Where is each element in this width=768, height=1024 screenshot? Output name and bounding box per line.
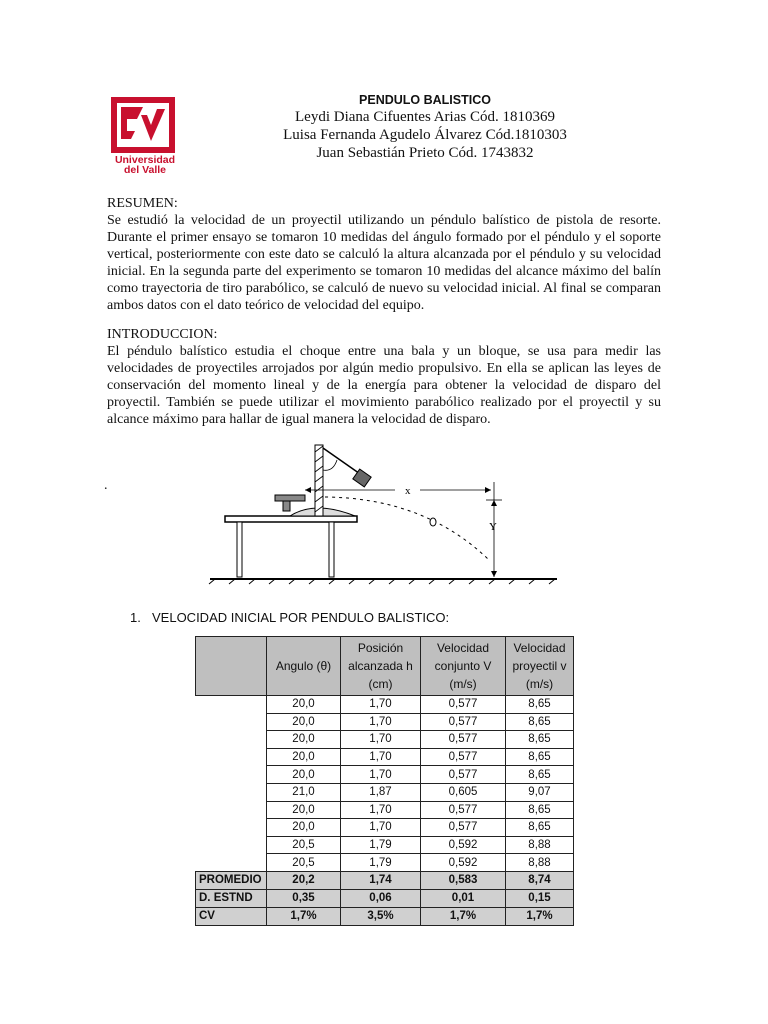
table-cell: 8,65 [506,748,574,766]
author-1: Leydi Diana Cifuentes Arias Cód. 1810369 [295,109,555,125]
table-cell: 8,65 [506,713,574,731]
table-cell: 20,0 [267,801,341,819]
table-cell: 1,70 [341,748,421,766]
summary-cell: 0,06 [341,889,421,907]
table-row [196,696,574,714]
table-cell: 8,65 [506,819,574,837]
row-blank-cell [196,748,267,766]
logo-emblem-icon [111,97,175,153]
document-header [180,92,670,162]
table-cell: 0,577 [421,713,506,731]
row-blank-cell [196,731,267,749]
resumen-section [107,195,661,314]
row-blank-cell [196,713,267,731]
table-cell: 0,577 [421,731,506,749]
intro-section [107,326,661,428]
resumen-text: Se estudió la velocidad de un proyectil utilizando un péndulo balístico de pistola de resorte. Durante el primer ensayo se tomaron 10 medidas del ángulo formado por el péndulo y el soporte vertical, posteriormente con este dato se calculó la altura alcanzada por el péndulo y su velocidad inicial. En la segunda parte del experimento se tomaron 10 medidas del alcance máximo del balín como trayectoria de tiro parabólico, se calculó de nuevo su velocidad inicial. Al final se comparan ambos datos con el dato teórico de velocidad del equipo. [107,213,661,313]
table-cell: 8,65 [506,766,574,784]
header-vel-conjunto: Velocidad conjunto V (m/s) [421,637,506,696]
row-blank-cell [196,836,267,854]
summary-label: D. ESTND [196,889,267,907]
table-row [196,836,574,854]
label-x: x [405,485,411,497]
summary-cell: 0,01 [421,889,506,907]
table-cell: 20,5 [267,854,341,872]
table-cell: 0,577 [421,819,506,837]
table-cell: 21,0 [267,783,341,801]
row-blank-cell [196,696,267,714]
university-logo [111,97,179,175]
summary-cell: 8,74 [506,871,574,889]
author-3: Juan Sebastián Prieto Cód. 1743832 [316,145,534,161]
table-cell: 0,592 [421,854,506,872]
table-cell: 1,79 [341,836,421,854]
summary-cell: 20,2 [267,871,341,889]
summary-cell: 1,74 [341,871,421,889]
table-cell: 0,605 [421,783,506,801]
row-blank-cell [196,819,267,837]
table-row [196,854,574,872]
summary-row [196,889,574,907]
table-cell: 1,70 [341,819,421,837]
table-body [196,696,574,926]
table-cell: 1,70 [341,801,421,819]
header-posicion: Posición alcanzada h (cm) [341,637,421,696]
ballistic-pendulum-diagram [205,440,561,590]
summary-cell: 1,7% [421,907,506,925]
resumen-heading: RESUMEN: [107,196,178,211]
logo-text: Universidad del Valle [114,154,176,176]
summary-cell: 3,5% [341,907,421,925]
intro-heading: INTRODUCCION: [107,327,218,342]
summary-label: CV [196,907,267,925]
table-cell: 20,0 [267,748,341,766]
table-cell: 9,07 [506,783,574,801]
summary-cell: 0,583 [421,871,506,889]
row-blank-cell [196,854,267,872]
document-title: PENDULO BALISTICO [359,93,491,107]
table-cell: 20,0 [267,713,341,731]
summary-cell: 0,35 [267,889,341,907]
table-cell: 1,79 [341,854,421,872]
table-row [196,731,574,749]
label-y: Y [489,521,497,533]
table-row [196,819,574,837]
table-cell: 1,70 [341,696,421,714]
stray-dot: . [104,478,108,493]
table-cell: 20,0 [267,819,341,837]
table-cell: 8,65 [506,801,574,819]
header-angulo: Angulo (θ) [267,637,341,696]
header-vel-proyectil: Velocidad proyectil v (m/s) [506,637,574,696]
table-cell: 1,87 [341,783,421,801]
table-cell: 0,592 [421,836,506,854]
author-2: Luisa Fernanda Agudelo Álvarez Cód.1810303 [283,127,567,143]
table-cell: 8,88 [506,854,574,872]
table-cell: 20,5 [267,836,341,854]
table-cell: 0,577 [421,801,506,819]
summary-row [196,907,574,925]
table-cell: 1,70 [341,731,421,749]
intro-text: El péndulo balístico estudia el choque entre una bala y un bloque, se usa para medir las velocidades de proyectiles arrojados por algún medio propulsivo. En ella se aplican las leyes de conservación del momento lineal y de la energía para obtener la velocidad de disparo del proyectil. También se puede utilizar el movimiento parabólico realizado por el proyectil y su alcance máximo para hallar de igual manera la velocidad de disparo. [107,344,661,427]
header-blank [196,637,267,696]
summary-cell: 1,7% [506,907,574,925]
table-cell: 0,577 [421,696,506,714]
table-row [196,766,574,784]
table-cell: 1,70 [341,713,421,731]
table-cell: 1,70 [341,766,421,784]
table-header-row [196,637,574,696]
section-1-number: 1. [130,610,141,625]
table-cell: 20,0 [267,731,341,749]
table-cell: 8,65 [506,731,574,749]
row-blank-cell [196,783,267,801]
table-row [196,748,574,766]
velocity-table [195,636,574,926]
table-row [196,783,574,801]
summary-cell: 1,7% [267,907,341,925]
row-blank-cell [196,801,267,819]
summary-cell: 0,15 [506,889,574,907]
table-cell: 20,0 [267,766,341,784]
table-cell: 0,577 [421,748,506,766]
row-blank-cell [196,766,267,784]
table-cell: 8,65 [506,696,574,714]
summary-label: PROMEDIO [196,871,267,889]
section-1-text: VELOCIDAD INICIAL POR PENDULO BALISTICO: [152,610,450,625]
summary-row [196,871,574,889]
table-cell: 0,577 [421,766,506,784]
table-row [196,801,574,819]
section-1-title [130,610,449,625]
table-cell: 8,88 [506,836,574,854]
table-cell: 20,0 [267,696,341,714]
table-row [196,713,574,731]
